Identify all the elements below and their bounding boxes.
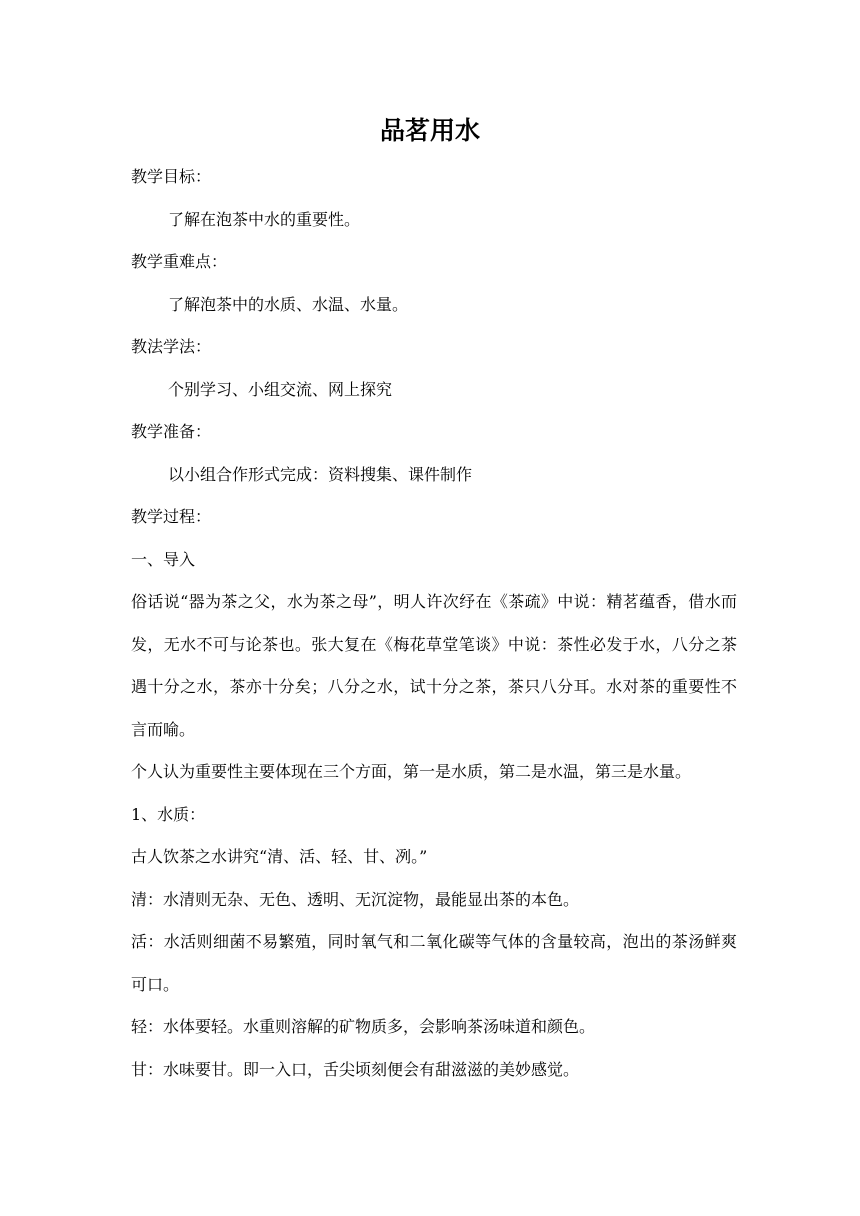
key-points-text: 了解泡茶中的水质、水温、水量。 — [168, 294, 409, 314]
subheading-water-quality: 1、水质： — [131, 804, 206, 824]
paragraph-three-aspects: 个人认为重要性主要体现在三个方面，第一是水质，第二是水温，第三是水量。 — [131, 762, 692, 781]
paragraph-clear: 清：水清则无杂、无色、透明、无沉淀物，最能显出茶的本色。 — [131, 889, 580, 909]
document-title: 品茗用水 — [379, 116, 480, 145]
preparation-text: 以小组合作形式完成：资料搜集、课件制作 — [168, 464, 473, 484]
objectives-text: 了解在泡茶中水的重要性。 — [168, 209, 361, 229]
paragraph-ancient-standards: 古人饮茶之水讲究“清、活、轻、甘、冽。” — [131, 847, 428, 866]
section-heading-methods: 教法学法： — [131, 337, 212, 356]
document-body — [131, 156, 737, 1091]
paragraph-introduction: 俗话说“器为茶之父，水为茶之母”，明人许次纾在《茶疏》中说：精茗蕴香，借水而发，无水不可与论茶也。张大复在《梅花草堂笔谈》中说：茶性必发于水，八分之茶遇十分之水，茶亦十分矣；八分之水，试十分之茶，茶只八分耳。水对茶的重要性不言而喻。 — [131, 592, 737, 739]
subheading-introduction: 一、导入 — [131, 549, 196, 569]
section-heading-preparation: 教学准备： — [131, 422, 212, 441]
section-heading-objectives: 教学目标： — [131, 167, 212, 186]
paragraph-light: 轻：水体要轻。水重则溶解的矿物质多，会影响茶汤味道和颜色。 — [131, 1017, 596, 1036]
section-heading-process: 教学过程： — [131, 507, 212, 526]
methods-text: 个别学习、小组交流、网上探究 — [168, 379, 393, 399]
paragraph-living: 活：水活则细菌不易繁殖，同时氧气和二氧化碳等气体的含量较高，泡出的茶汤鲜爽可口。 — [131, 932, 737, 994]
paragraph-sweet: 甘：水味要甘。即一入口，舌尖顷刻便会有甜滋滋的美妙感觉。 — [131, 1059, 580, 1079]
section-heading-key-points: 教学重难点： — [131, 252, 228, 271]
